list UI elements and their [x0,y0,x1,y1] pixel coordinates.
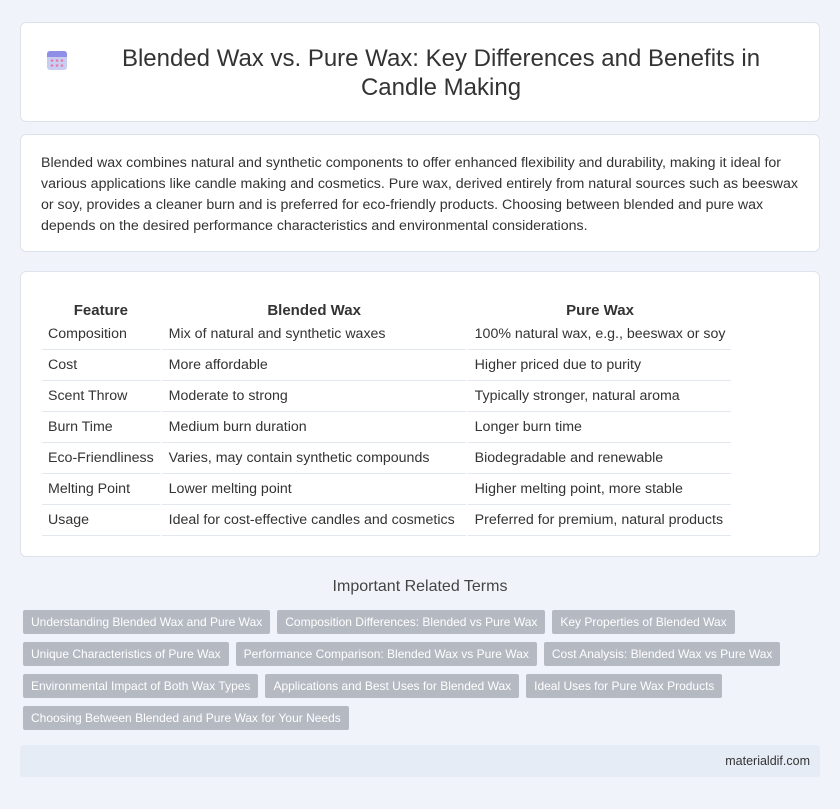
cell-pure: Longer burn time [466,412,732,443]
cell-pure: Biodegradable and renewable [466,443,732,474]
cell-feature: Eco-Friendliness [42,443,160,474]
table-row [42,443,731,474]
header-feature: Feature [73,302,128,319]
footer-site-link[interactable]: materialdif.com [725,754,810,768]
cell-feature: Melting Point [42,474,160,505]
related-tag[interactable]: Key Properties of Blended Wax [552,610,734,634]
related-terms-tags [23,610,803,730]
cell-pure: Higher melting point, more stable [466,474,732,505]
table-header-row [42,295,731,319]
comparison-card [20,271,820,557]
related-tag[interactable]: Unique Characteristics of Pure Wax [23,642,229,666]
intro-card [20,134,820,252]
cell-blended: Moderate to strong [160,381,466,412]
cell-pure: Preferred for premium, natural products [466,505,732,536]
related-tag[interactable]: Understanding Blended Wax and Pure Wax [23,610,270,634]
related-tag[interactable]: Applications and Best Uses for Blended Wax [265,674,519,698]
cell-feature: Usage [42,505,160,536]
cell-blended: Medium burn duration [160,412,466,443]
related-tag[interactable]: Composition Differences: Blended vs Pure Wax [277,610,545,634]
cell-feature: Composition [42,319,160,350]
cell-pure: Higher priced due to purity [466,350,732,381]
related-tag[interactable]: Choosing Between Blended and Pure Wax for Your Needs [23,706,349,730]
cell-pure: Typically stronger, natural aroma [466,381,732,412]
related-tag[interactable]: Cost Analysis: Blended Wax vs Pure Wax [544,642,781,666]
footer [20,745,820,777]
table-row [42,412,731,443]
cell-blended: Varies, may contain synthetic compounds [160,443,466,474]
header-blended-wax: Blended Wax [160,295,466,319]
cell-feature: Cost [42,350,160,381]
related-terms-title: Important Related Terms [332,578,508,595]
table-row [42,381,731,412]
table-row [42,505,731,536]
related-tag[interactable]: Ideal Uses for Pure Wax Products [526,674,722,698]
cell-feature: Scent Throw [42,381,160,412]
cell-blended: More affordable [160,350,466,381]
page-title: Blended Wax vs. Pure Wax: Key Differences and Benefits in Candle Making [121,45,761,101]
related-tag[interactable]: Performance Comparison: Blended Wax vs Pure Wax [236,642,537,666]
table-row [42,319,731,350]
header-pure-wax: Pure Wax [466,295,732,319]
table-row [42,474,731,505]
table-row [42,350,731,381]
intro-paragraph: Blended wax combines natural and synthetic components to offer enhanced flexibility and durability, making it ideal for various applications like candle making and cosmetics. Pure wax, derived entirely from natural sources such as beeswax or soy, provides a cleaner burn and is preferred for eco-friendly products. Choosing between blended and pure wax depends on the desired performance characteristics and environmental considerations. [41,155,799,234]
calendar-icon [45,48,69,72]
cell-blended: Lower melting point [160,474,466,505]
cell-pure: 100% natural wax, e.g., beeswax or soy [466,319,732,350]
cell-blended: Ideal for cost-effective candles and cosmetics [160,505,466,536]
cell-feature: Burn Time [42,412,160,443]
cell-blended: Mix of natural and synthetic waxes [160,319,466,350]
related-tag[interactable]: Environmental Impact of Both Wax Types [23,674,258,698]
header-card [20,22,820,122]
comparison-table [42,295,731,536]
